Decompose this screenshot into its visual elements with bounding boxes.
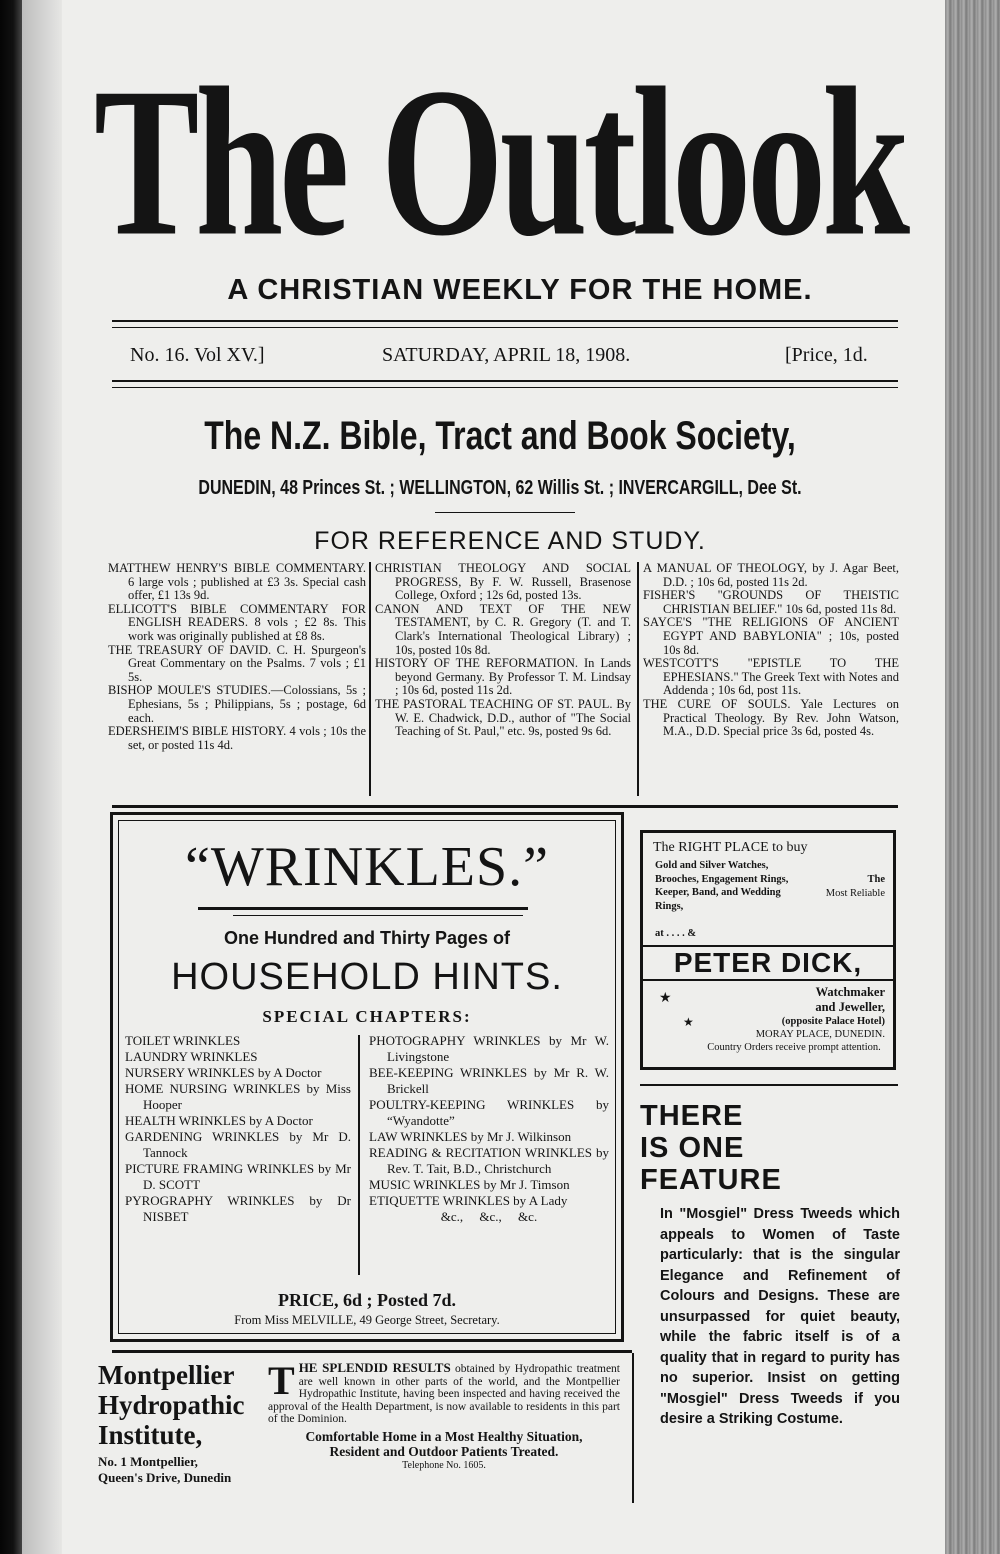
chapter-item: POULTRY-KEEPING WRINKLES by “Wyandotte” xyxy=(369,1097,609,1128)
wrinkles-right-column xyxy=(369,1033,609,1225)
rule xyxy=(435,512,575,513)
rule xyxy=(233,915,523,916)
chapter-item: ETIQUETTE WRINKLES by A Lady xyxy=(369,1193,568,1208)
book-column-3 xyxy=(643,562,899,739)
book-listing: ELLICOTT'S BIBLE COMMENTARY FOR ENGLISH READERS. 8 vols ; £2 8s. This work was originally published at £8 8s. xyxy=(108,601,366,643)
pd-intro: The RIGHT PLACE to buy xyxy=(653,840,808,855)
mont-text: obtained by Hydropathic treatment are well known in other parts of the world, and the Montpellier Hydropathic Institute, having been inspected and having received the approval of the Health Department, is now available to residents in this part of the Dominion. xyxy=(268,1363,620,1425)
mont-name-3: Institute, xyxy=(98,1420,203,1450)
wrinkles-advert xyxy=(110,812,624,1342)
feature-body: In "Mosgiel" Dress Tweeds which appeals to Women of Taste particularly: that is the singular Elegance and Refinement of Colours and Designs. These are unsurpassed for quiet beauty, while the fabric itself is of a quality that in regard to purity has no superior. Insist on getting "Mosgiel" Dress Tweeds if you desire a Striking Costume. xyxy=(660,1206,900,1427)
pd-opposite: (opposite Palace Hotel) xyxy=(781,1016,885,1027)
feature-heading-2: IS ONE xyxy=(640,1132,745,1164)
book-listing: THE PASTORAL TEACHING OF ST. PAUL. By W. E. Chadwick, D.D., author of "The Social Teaching of St. Paul," etc. 9s, posted 9s 6d. xyxy=(375,696,631,739)
pd-goods: Gold and Silver Watches, Brooches, Engagement Rings, Keeper, Band, and Wedding Rings, xyxy=(655,860,789,912)
masthead-subtitle: A CHRISTIAN WEEKLY FOR THE HOME. xyxy=(227,274,813,306)
mont-line2: Resident and Outdoor Patients Treated. xyxy=(329,1443,559,1459)
star-icon: ★ xyxy=(683,1015,694,1029)
column-divider xyxy=(632,1353,634,1503)
wrinkles-left-column xyxy=(125,1033,351,1225)
pd-at: at . . . . & xyxy=(655,928,697,939)
chapter-item: READING & RECITATION WRINKLES by Rev. T. Tait, B.D., Christchurch xyxy=(369,1145,609,1176)
book-listing: THE CURE OF SOULS. Yale Lectures on Practical Theology. By Rev. John Watson, M.A., D.D. Special price 3s 6d, posted 4s. xyxy=(643,696,899,739)
chapter-item: GARDENING WRINKLES by Mr D. Tannock xyxy=(125,1129,351,1160)
masthead-title: The Outlook xyxy=(93,44,907,281)
issue-number: No. 16. Vol XV.] xyxy=(130,344,265,366)
wrinkles-price: PRICE, 6d ; Posted 7d. xyxy=(277,1290,456,1310)
pd-name: PETER DICK, xyxy=(673,947,863,978)
book-column-2 xyxy=(375,562,631,739)
pd-address: MORAY PLACE, DUNEDIN. xyxy=(755,1029,885,1040)
chapter-item: TOILET WRINKLES xyxy=(125,1033,241,1048)
book-column-1 xyxy=(108,562,366,752)
issue-price: [Price, 1d. xyxy=(785,344,868,366)
chapter-item: PHOTOGRAPHY WRINKLES by Mr W. Livingstone xyxy=(369,1033,609,1064)
wrinkles-title: “WRINKLES.” xyxy=(184,836,549,898)
rule xyxy=(112,327,898,328)
society-name: The N.Z. Bible, Tract and Book Society, xyxy=(204,414,796,458)
feature-heading-3: FEATURE xyxy=(640,1164,782,1196)
column-divider xyxy=(369,562,371,796)
montpellier-name-block xyxy=(98,1360,258,1486)
mosgiel-advert xyxy=(640,1100,900,1430)
montpellier-body xyxy=(268,1358,620,1472)
book-listing: MATTHEW HENRY'S BIBLE COMMENTARY. 6 large vols ; published at £3 3s. Special cash offer, £1 13s 9d. xyxy=(108,561,366,603)
issue-date: SATURDAY, APRIL 18, 1908. xyxy=(382,344,631,366)
rule xyxy=(198,907,528,910)
chapter-item: LAW WRINKLES by Mr J. Wilkinson xyxy=(369,1129,572,1144)
chapter-item: PICTURE FRAMING WRINKLES by Mr D. SCOTT xyxy=(125,1161,351,1192)
book-listing: SAYCE'S "THE RELIGIONS OF ANCIENT EGYPT AND BABYLONIA" ; 10s, posted 10s 8d. xyxy=(643,615,899,657)
rule xyxy=(640,1084,898,1086)
mont-lead: HE SPLENDID RESULTS xyxy=(298,1360,451,1375)
book-listing: CHRISTIAN THEOLOGY AND SOCIAL PROGRESS, By F. W. Russell, Brasenose College, Oxford ; 12s 6d, posted 13s. xyxy=(375,561,631,603)
chapter-item: PYROGRAPHY WRINKLES by Dr NISBET xyxy=(125,1193,351,1224)
book-listing: FISHER'S "GROUNDS OF THEISTIC CHRISTIAN BELIEF." 10s 6d, posted 11s 8d. xyxy=(643,588,899,616)
feature-heading-1: THERE xyxy=(640,1100,744,1132)
pd-reliable: Most Reliable xyxy=(825,888,885,899)
book-listing: THE TREASURY OF DAVID. C. H. Spurgeon's Great Commentary on the Psalms. 7 vols ; £1 5s. xyxy=(108,642,366,684)
society-addresses: DUNEDIN, 48 Princes St. ; WELLINGTON, 62 Willis St. ; INVERCARGILL, Dee St. xyxy=(198,477,802,499)
rule xyxy=(112,380,898,382)
chapter-item: HOME NURSING WRINKLES by Miss Hooper xyxy=(125,1081,351,1112)
chapter-etc: &c., &c., &c. xyxy=(440,1209,538,1224)
star-icon: ★ xyxy=(659,991,672,1006)
wrinkles-hints: HOUSEHOLD HINTS. xyxy=(171,956,563,998)
book-listing: A MANUAL OF THEOLOGY, by J. Agar Beet, D.D. ; 10s 6d, posted 11s 2d. xyxy=(643,561,899,589)
book-listing: BISHOP MOULE'S STUDIES.—Colossians, 5s ; Ephesians, 5s ; Philippians, 5s ; postage, 6d each. xyxy=(108,683,366,725)
rule xyxy=(112,805,898,808)
book-listing: EDERSHEIM'S BIBLE HISTORY. 4 vols ; 10s the set, or posted 11s 4d. xyxy=(108,724,366,752)
mont-address-1: No. 1 Montpellier, xyxy=(98,1454,198,1469)
column-divider xyxy=(358,1035,360,1275)
pd-trade2: and Jeweller, xyxy=(815,1000,885,1014)
wrinkles-from: From Miss MELVILLE, 49 George Street, Secretary. xyxy=(234,1313,500,1327)
book-listing: HISTORY OF THE REFORMATION. In Lands beyond Germany. By Professor T. M. Lindsay ; 10s 6d, posted 11s 2d. xyxy=(375,656,631,698)
pd-the: The xyxy=(867,874,885,885)
rule xyxy=(112,320,898,322)
chapter-item: BEE-KEEPING WRINKLES by Mr R. W. Brickell xyxy=(369,1065,609,1096)
pd-country: Country Orders receive prompt attention. xyxy=(707,1042,881,1053)
chapter-item: LAUNDRY WRINKLES xyxy=(125,1049,258,1064)
wrinkles-tagline: One Hundred and Thirty Pages of xyxy=(223,928,511,948)
drop-cap: T xyxy=(268,1358,295,1403)
book-listing: CANON AND TEXT OF THE NEW TESTAMENT, by C. R. Gregory (T. and T. Clark's International Theological Library) ; 10s, posted 10s 8d. xyxy=(375,601,631,657)
wrinkles-special: SPECIAL CHAPTERS: xyxy=(262,1007,472,1026)
rule xyxy=(112,1350,632,1353)
book-listing: WESTCOTT'S "EPISTLE TO THE EPHESIANS." The Greek Text with Notes and Addenda ; 10s 6d, post 11s. xyxy=(643,656,899,698)
peter-dick-advert xyxy=(640,830,896,1070)
mont-name-2: Hydropathic xyxy=(98,1390,245,1420)
mont-address-2: Queen's Drive, Dunedin xyxy=(98,1470,232,1485)
chapter-item: HEALTH WRINKLES by A Doctor xyxy=(125,1113,313,1128)
chapter-item: NURSERY WRINKLES by A Doctor xyxy=(125,1065,322,1080)
reference-heading: FOR REFERENCE AND STUDY. xyxy=(314,527,706,555)
mont-name-1: Montpellier xyxy=(98,1360,235,1390)
mont-telephone: Telephone No. 1605. xyxy=(402,1459,486,1471)
rule xyxy=(112,387,898,388)
column-divider xyxy=(637,562,639,796)
pd-trade1: Watchmaker xyxy=(815,985,885,999)
chapter-item: MUSIC WRINKLES by Mr J. Timson xyxy=(369,1177,570,1192)
mont-line1: Comfortable Home in a Most Healthy Situation, xyxy=(305,1428,583,1444)
